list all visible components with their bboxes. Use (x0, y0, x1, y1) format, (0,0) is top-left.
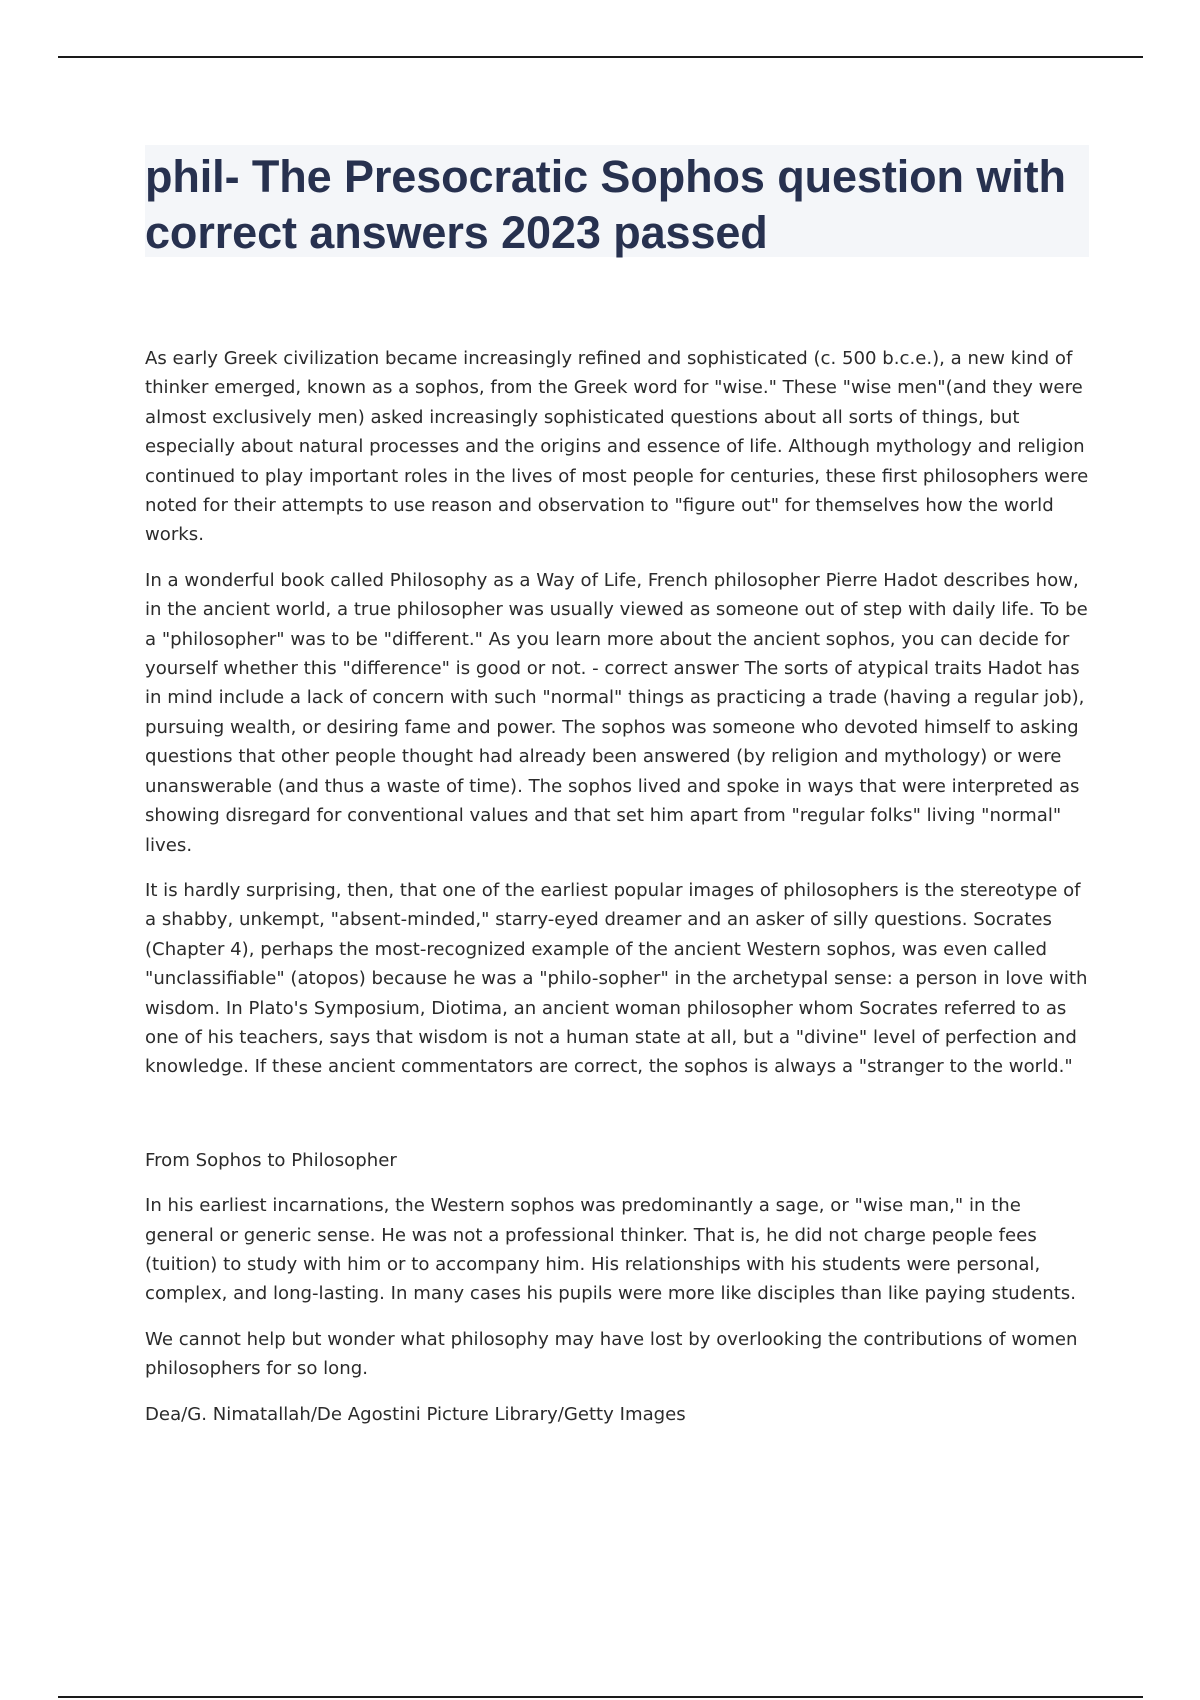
document-body (145, 344, 1090, 1445)
image-credit: Dea/G. Nimatallah/De Agostini Picture Library/Getty Images (145, 1403, 686, 1425)
section-paragraph-2: We cannot help but wonder what philosophy may have lost by overlooking the contributions of women philosophers for so long. (145, 1328, 1078, 1380)
bottom-rule (58, 1696, 1143, 1698)
section-paragraph-1: In his earliest incarnations, the Western sophos was predominantly a sage, or "wise man," in the general or generic sense. He was not a professional thinker. That is, he did not charge people fees (tuition) to study with him or to accompany him. His relationships with his students were personal, complex, and long-lasting. In many cases his pupils were more like disciples than like paying students. (145, 1195, 1076, 1305)
section-heading: From Sophos to Philosopher (145, 1149, 397, 1171)
page-title: phil- The Presocratic Sophos question with correct answers 2023 passed (145, 151, 1066, 258)
body-paragraph-2: In a wonderful book called Philosophy as a Way of Life, French philosopher Pierre Hadot describes how, in the ancient world, a true philosopher was usually viewed as someone out of step with daily life. To be a "philosopher" was to be "different." As you learn more about the ancient sophos, you can decide for yourself whether this "difference" is good or not. - correct answer The sorts of atypical traits Hadot has in mind include a lack of concern with such "normal" things as practicing a trade (having a regular job), pursuing wealth, or desiring fame and power. The sophos was someone who devoted himself to asking questions that other people thought had already been answered (by religion and mythology) or were unanswerable (and thus a waste of time). The sophos lived and spoke in ways that were interpreted as showing disregard for conventional values and that set him apart from "regular folks" living "normal" lives. (145, 569, 1088, 856)
top-rule (58, 56, 1143, 58)
title-box (145, 145, 1089, 257)
body-paragraph-1: As early Greek civilization became increasingly refined and sophisticated (c. 500 b.c.e.), a new kind of thinker emerged, known as a sophos, from the Greek word for "wise." These "wise men"(and they were almost exclusively men) asked increasingly sophisticated questions about all sorts of things, but especially about natural processes and the origins and essence of life. Although mythology and religion continued to play important roles in the lives of most people for centuries, these first philosophers were noted for their attempts to use reason and observation to "figure out" for themselves how the world works. (145, 348, 1089, 546)
body-paragraph-3: It is hardly surprising, then, that one of the earliest popular images of philosophers is the stereotype of a shabby, unkempt, "absent-minded," starry-eyed dreamer and an asker of silly questions. Socrates (Chapter 4), perhaps the most-recognized example of the ancient Western sophos, was even called "unclassifiable" (atopos) because he was a "philo-sopher" in the archetypal sense: a person in love with wisdom. In Plato's Symposium, Diotima, an ancient woman philosopher whom Socrates referred to as one of his teachers, says that wisdom is not a human state at all, but a "divine" level of perfection and knowledge. If these ancient commentators are correct, the sophos is always a "stranger to the world." (145, 879, 1088, 1078)
